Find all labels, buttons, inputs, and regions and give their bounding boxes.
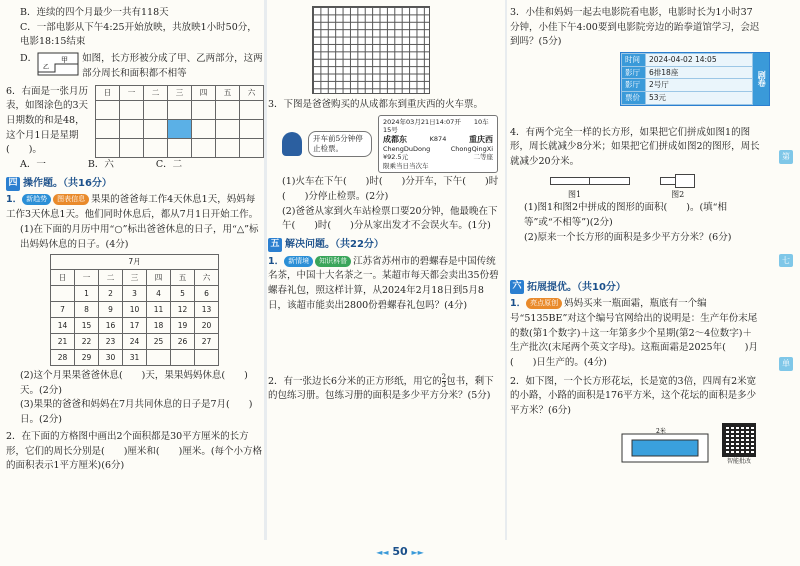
ticket-field-label: 影厅 [622, 66, 646, 79]
next-arrow-icon: ►► [411, 547, 424, 557]
weekday-header: 三 [123, 269, 147, 285]
ticket-field-label: 票价 [622, 92, 646, 105]
option-d: D． 甲 乙 如图，长方形被分成了甲、乙两部分，这两部分周长和面积都不相等 [20, 53, 263, 79]
calendar-day[interactable]: 15 [75, 317, 99, 333]
calendar-day[interactable]: 14 [51, 317, 75, 333]
calendar-day[interactable]: 12 [171, 301, 195, 317]
calendar-day[interactable]: 27 [195, 333, 219, 349]
q6-options: A．一 B．六 C．二 [20, 159, 183, 171]
weekday-header: 六 [195, 269, 219, 285]
rect-figures [550, 174, 760, 189]
fraction: $\frac{2}{3}$ [441, 372, 447, 389]
weekday-header: 五 [216, 85, 240, 100]
calendar-day[interactable]: 1 [75, 285, 99, 301]
calendar-day[interactable]: 4 [147, 285, 171, 301]
calendar-day[interactable]: 28 [51, 349, 75, 365]
split-rectangle-figure [37, 52, 79, 76]
calendar-day[interactable]: 19 [171, 317, 195, 333]
weekday-header: 五 [171, 269, 195, 285]
q3-sub1: (1)火车在下午( )时( )分开车，下午( )时( )分停止检票。(2分) [282, 176, 499, 203]
qr-block[interactable]: 智能批改 [722, 423, 756, 466]
weekday-header: 一 [120, 85, 144, 100]
ticket-field-value: 6排18座 [646, 66, 753, 79]
movie-ticket [620, 52, 770, 106]
july-calendar [50, 254, 219, 366]
calendar-day[interactable]: 26 [171, 333, 195, 349]
calendar-day[interactable] [195, 349, 219, 365]
calendar-day[interactable]: 23 [99, 333, 123, 349]
question-4: 4．有两个完全一样的长方形，如果把它们拼成如图1的图形，周长就减少8分米；如果把它们拼成如图2的图形，周长就减少20分米。 [510, 126, 760, 168]
calendar-day[interactable]: 18 [147, 317, 171, 333]
weekday-header: 四 [147, 269, 171, 285]
weekday-header: 二 [99, 269, 123, 285]
calendar-day[interactable]: 2 [99, 285, 123, 301]
speech-bubble: 开车前5分钟停止检票。 [308, 131, 372, 157]
calendar-day[interactable]: 16 [99, 317, 123, 333]
calendar-day[interactable]: 5 [171, 285, 195, 301]
part-label-jia: 甲 [61, 56, 69, 65]
column-right [510, 6, 767, 466]
calendar-day[interactable]: 9 [99, 301, 123, 317]
section-5-heading: 五 解决问题。（共22分） [268, 237, 502, 253]
train-ticket: 2024年03月21日14:07开 10车15号 成都东 K874 重庆西 ChengDuDong ChongQingXi ¥92.5元 二等座 限乘当日当次车 [378, 115, 498, 174]
weekday-header: 日 [96, 85, 120, 100]
question-6: 6．右面是一张月历表，如图涂色的3天日期数的和是48，这个月1日是星期( )。 日 一 二 三 四 五 六 [6, 85, 264, 159]
q4-sub1: (1)图1和图2中拼成的图形的面积( )。(填“相等”或“不相等”)(2分) [524, 202, 728, 229]
weekday-header: 日 [51, 269, 75, 285]
part-label-yi: 乙 [43, 64, 50, 72]
ticket-field-value: 2号厅 [646, 79, 753, 92]
prev-arrow-icon: ◄◄ [376, 547, 389, 557]
chapter-sidebar [772, 150, 800, 371]
ticket-field-label: 时间 [622, 54, 646, 67]
calendar-day[interactable] [51, 285, 75, 301]
calendar-day[interactable]: 8 [75, 301, 99, 317]
option-c: C．一部电影从下午4:25开始放映，共放映1小时50分，电影18:15结束 [20, 21, 257, 48]
calendar-day[interactable]: 30 [99, 349, 123, 365]
garden-figure [620, 426, 712, 466]
calendar-day[interactable] [171, 349, 195, 365]
option-b: B．连续的四个月最少一共有118天 [20, 7, 169, 18]
q3-sub2: (2)爸爸从家到火车站检票口要20分钟，他最晚在下午( )时( )分从家出发才不会误火车。(1分) [282, 205, 498, 232]
ticket-illustration [282, 115, 502, 174]
q1-sub2: (2)这个月果果爸爸休息( )天，果果妈妈休息( )天。(2分) [20, 369, 248, 396]
question-1: 1． 新趋势 图表信息 果果的爸爸每工作4天休息1天，妈妈每工作3天休息1天。他们同时休息后，都从7月1日开始工作。 [6, 194, 259, 221]
figure-labels: 图1 图2 [568, 190, 685, 200]
q1-sub3: (3)果果的爸爸和妈妈在7月共同休息的日子是7月( )日。(2分) [20, 399, 253, 426]
calendar-day[interactable]: 24 [123, 333, 147, 349]
column-divider [264, 0, 267, 540]
ticket-field-label: 影厅 [622, 79, 646, 92]
q4-sub2: (2)原来一个长方形的面积是多少平方分米？(6分) [524, 231, 732, 243]
calendar-day[interactable]: 21 [51, 333, 75, 349]
calendar-title: 7月 [50, 254, 219, 269]
calendar-day[interactable]: 20 [195, 317, 219, 333]
sidebar-char: 第 [779, 150, 793, 164]
sidebar-char: 七 [779, 254, 793, 268]
weekday-header: 六 [240, 85, 264, 100]
calendar-day[interactable]: 29 [75, 349, 99, 365]
sidebar-char: 单 [779, 357, 793, 371]
calendar-day[interactable]: 11 [147, 301, 171, 317]
calendar-day[interactable]: 22 [75, 333, 99, 349]
question-5-1: 1． 新情境 知识科普 江苏省苏州市的碧螺春是中国传统名茶，中国十大名茶之一。某超市每天都会卖出35份碧螺春礼包，照这样计算，从2024年2月18日到5月8日，该超市能卖出2800份碧螺春礼包吗？(4分) [268, 255, 499, 311]
calendar-day[interactable]: 3 [123, 285, 147, 301]
square-grid[interactable] [312, 6, 430, 94]
person-icon [282, 132, 302, 156]
calendar-day[interactable]: 6 [195, 285, 219, 301]
calendar-day[interactable]: 17 [123, 317, 147, 333]
figure-2 [660, 174, 695, 189]
page-footer [0, 543, 800, 560]
weekday-header: 四 [192, 85, 216, 100]
ticket-field-value: 53元 [646, 92, 753, 105]
weekday-header: 一 [75, 269, 99, 285]
movie-ticket-side: 剧卷 [753, 53, 769, 105]
section-6-heading: 六 拓展提优。（共10分） [510, 280, 760, 296]
calendar-day[interactable] [147, 349, 171, 365]
calendar-day[interactable]: 25 [147, 333, 171, 349]
question-3-movie: 3．小佳和妈妈一起去电影院看电影，电影时长为1小时37分钟，小佳下午4:00要到电影院旁边的跆拳道馆学习，会迟到吗？(5分) [510, 7, 760, 48]
answer-space[interactable] [268, 314, 502, 374]
question-6-1: 1． 亮点原创 妈妈买来一瓶面霜，瓶底有一个编号“5135BE”对这个编号官网给出的说明是：生产年份末尾的数(第1个数字)＋这一年第多少个星期(第2～4位数字)＋生产批次(末尾两个英文字母)。这瓶面霜是2025年( )月( )日生产的。(4分) [510, 298, 759, 368]
weekday-header: 三 [168, 85, 192, 100]
mini-calendar [95, 85, 264, 159]
column-divider [505, 0, 507, 540]
section-4-heading: 四 操作题。（共16分） [6, 176, 264, 192]
weekday-header: 二 [144, 85, 168, 100]
calendar-day[interactable]: 10 [123, 301, 147, 317]
column-left [6, 6, 264, 474]
garden-figure-row [620, 423, 760, 466]
figure-1 [550, 174, 630, 189]
question-2: 2．在下面的方格图中画出2个面积都是30平方厘米的长方形，它们的周长分别是( )厘米和( )厘米。(每个小方格的面积表示1平方厘米)(6分) [6, 430, 263, 472]
page-number: 50 [392, 544, 408, 558]
column-middle [268, 6, 502, 404]
question-6-2: 2．如下图，一个长方形花坛，长是宽的3倍，四周有2米宽的小路，小路的面积是176平方米，这个花坛的面积是多少平方米？(6分) [510, 375, 757, 417]
calendar-day[interactable]: 7 [51, 301, 75, 317]
q1-sub1: (1)在下面的月历中用“○”标出爸爸休息的日子，用“△”标出妈妈休息的日子。(4分) [20, 223, 259, 250]
qr-code-icon[interactable] [722, 423, 756, 457]
question-5-2: 2．有一张边长6分米的正方形纸，用它的 $\frac{2}{3}$ 包书，剩下的包练习册。包练习册的面积是多少平方分米？(5分) [268, 372, 494, 402]
calendar-day[interactable]: 13 [195, 301, 219, 317]
ticket-field-value: 2024-04-02 14:05 [646, 54, 753, 67]
svg-text:2米: 2米 [656, 428, 666, 436]
calendar-day[interactable]: 31 [123, 349, 147, 365]
question-3: 3．下图是爸爸购买的从成都东到重庆西的火车票。 [268, 99, 484, 110]
